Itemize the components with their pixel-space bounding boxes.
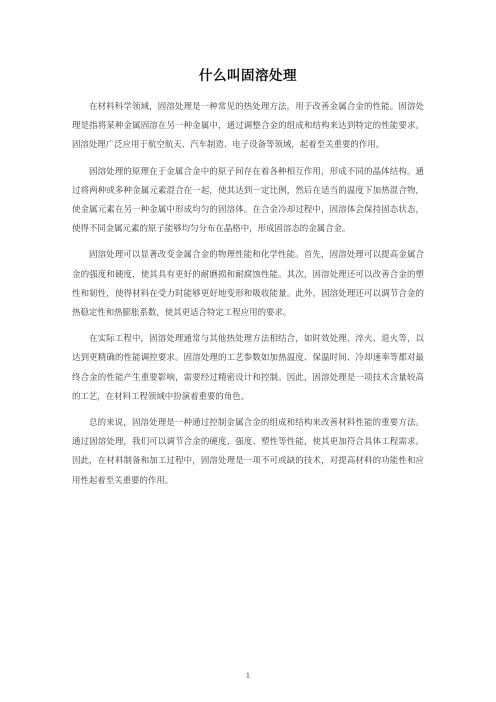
paragraph-intro: 在材料科学领域，固溶处理是一种常见的热处理方法，用于改善金属合金的性能。固溶处理是指将某种金属固溶在另一种金属中，通过调整合金的组成和结构来达到特定的性能要求。固溶处理广泛应用于航空航天、汽车制造、电子设备等领域，起着至关重要的作用。: [72, 101, 424, 150]
paragraph-practice: 在实际工程中，固溶处理通常与其他热处理方法相结合，如时效处理、淬火、退火等，以达到更精确的性能调控要求。固溶处理的工艺参数如加热温度、保温时间、冷却速率等都对最终合金的性能产生重要影响，需要经过精密设计和控制。因此，固溶处理是一项技术含量较高的工艺，在材料工程领域中扮演着重要的角色。: [72, 333, 424, 401]
document-title: 什么叫固溶处理: [199, 68, 297, 84]
paragraph-principle: 固溶处理的原理在于金属合金中的原子间存在着各种相互作用，形成不同的晶体结构。通过将两种或多种金属元素混合在一起，使其达到一定比例，然后在适当的温度下加热混合物，使金属元素在另一种金属中形成均匀的固溶体。在合金冷却过程中，固溶体会保持固态状态，使得不同金属元素的原子能够均匀分布在晶格中，形成固溶态的金属合金。: [72, 165, 424, 234]
page-number: 1: [245, 671, 251, 680]
document-body: [72, 97, 424, 497]
paragraph-effects: 固溶处理可以显著改变金属合金的物理性能和化学性能。首先，固溶处理可以提高金属合金的强度和硬度，使其具有更好的耐磨损和耐腐蚀性能。其次，固溶处理还可以改善合金的塑性和韧性，使得材料在受力时能够更好地变形和吸收能量。此外，固溶处理还可以调节合金的热稳定性和热膨胀系数，使其更适合特定工程应用的要求。: [72, 249, 424, 318]
paragraph-conclusion: 总的来说，固溶处理是一种通过控制金属合金的组成和结构来改善材料性能的重要方法。通过固溶处理，我们可以调节合金的硬度、强度、塑性等性能，使其更加符合具体工程需求。因此，在材料制备和加工过程中，固溶处理是一项不可或缺的技术，对提高材料的功能性和应用性起着至关重要的作用。: [72, 417, 424, 485]
